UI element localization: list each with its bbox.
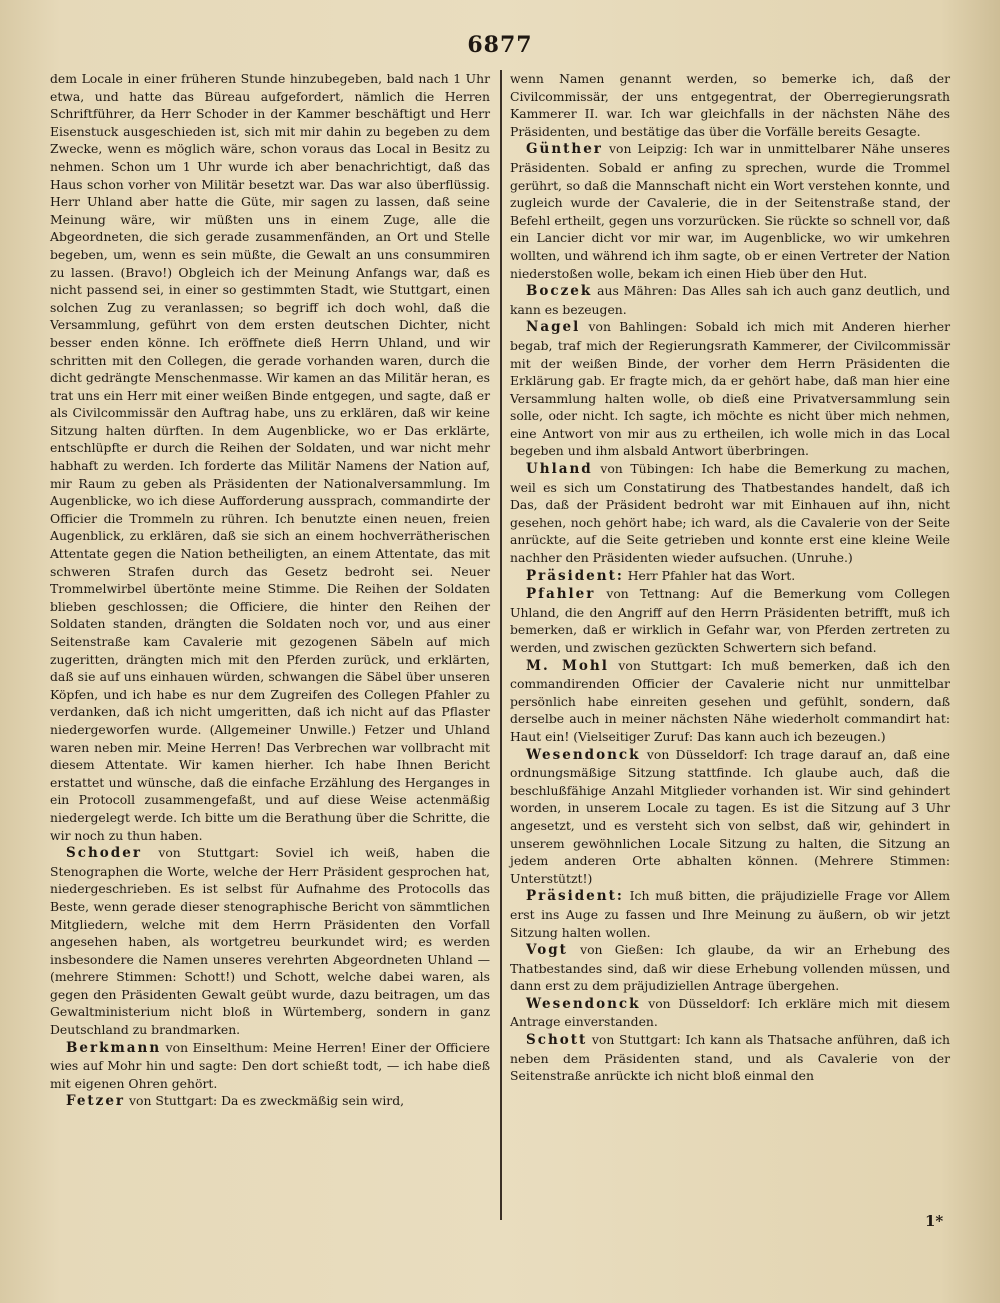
paragraph bbox=[510, 1031, 950, 1085]
paragraph bbox=[510, 746, 950, 888]
speaker-name: Nagel bbox=[526, 319, 581, 336]
paragraph-text: von Tübingen: Ich habe die Bemerkung zu machen, weil es sich um Constatirung des Thatbestandes handelt, daß ich Das, daß der Präsident bedroht war mit Einhauen auf ihn, nicht gesehen, noch gehört habe; ich ward, als die Cavalerie von der Seite anrückte, auf die Seite getrieben und konnte erst eine kleine Weile nachher den Präsidenten wieder aufsuchen. (Unruhe.) bbox=[510, 461, 950, 566]
paragraph bbox=[510, 995, 950, 1031]
paragraph-text: dem Locale in einer früheren Stunde hinzubegeben, bald nach 1 Uhr etwa, und hatte das Büreau aufgefordert, nämlich die Herren Schriftführer, da Herr Schoder in der Kammer beschäftigt und Herr Eisenstuck ausgeschieden ist, sich mit mir dahin zu begeben zu dem Zwecke, wenn es möglich wäre, schon voraus das Local in Besitz zu nehmen. Schon um 1 Uhr wurde ich aber benachrichtigt, daß das Haus schon vorher von Militär besetzt war. Das war also überflüssig. Herr Uhland aber hatte die Güte, mir sagen zu lassen, daß seine Meinung wäre, wir müßten uns in einem Zuge, alle die Abgeordneten, die sich gerade zusammenfänden, an Ort und Stelle begeben, um, wenn es sein müßte, die Gewalt an uns consummiren zu lassen. (Bravo!) Obgleich ich der Meinung Anfangs war, daß es nicht passend sei, in einer so gestimmten Stadt, wie Stuttgart, einen solchen Zug zu veranlassen; so begriff ich doch wohl, daß die Versammlung, geführt von dem ersten deutschen Dichter, nicht besser enden könne. Ich eröffnete dieß Herrn Uhland, und wir schritten mit den Collegen, die gerade vorhanden waren, durch die dicht gedrängte Menschenmasse. Wir kamen an das Militär heran, es trat uns ein Herr mit einer weißen Binde entgegen, und sagte, daß er als Civilcommissär den Auftrag habe, uns zu erklären, daß wir keine Sitzung halten dürften. In dem Augenblicke, wo er Das erklärte, entschlüpfte er durch die Reihen der Soldaten, und war nicht mehr habhaft zu werden. Ich forderte das Militär Namens der Nation auf, mir Raum zu geben als Präsidenten der Nationalversammlung. Im Augenblicke, wo ich diese Aufforderung aussprach, commandirte der Officier die Trommeln zu rühren. Ich benutzte einen neuen, freien Augenblick, zu erklären, daß sie sich an einem hochverrätherischen Attentate gegen die Nation betheiligten, an einem Attentate, das mit schweren Strafen durch das Gesetz bedroht sei. Neuer Trommelwirbel übertönte meine Stimme. Die Reihen der Soldaten blieben geschlossen; die Officiere, die hinter den Reihen der Soldaten standen, drängten die Soldaten noch vor, und aus einer Seitenstraße kam Cavalerie mit gezogenen Säbeln auf mich zugeritten, drängten mich mit den Pferden zurück, und erklärten, daß sie auf uns einhauen würden, schwangen die Säbel über unseren Köpfen, und ich habe es nur dem Zugreifen des Collegen Pfahler zu verdanken, daß ich nicht umgeritten, daß ich nicht auf das Pflaster niedergeworfen wurde. (Allgemeiner Unwille.) Fetzer und Uhland waren neben mir. Meine Herren! Das Verbrechen war vollbracht mit diesem Attentate. Wir kamen hierher. Ich habe Ihnen Bericht erstattet und wünsche, daß die einfache Erzählung des Herganges in ein Protocoll zusammengefaßt, und auf diese Weise actenmäßig niedergelegt werde. Ich bitte um die Berathung über die Schritte, die wir noch zu thun haben. bbox=[50, 71, 490, 843]
paragraph bbox=[510, 941, 950, 995]
paragraph bbox=[510, 70, 950, 140]
paragraph bbox=[50, 844, 490, 1039]
speaker-name: Schoder bbox=[66, 845, 142, 862]
paragraph-text: wenn Namen genannt werden, so bemerke ich, daß der Civilcommissär, der uns entgegentrat, der Oberregierungsrath Kammerer II. war. Ich war gleichfalls in der nächsten Nähe des Präsidenten, und bestätige das über die Vorfälle bereits Gesagte. bbox=[510, 71, 950, 139]
speaker-name: Uhland bbox=[526, 461, 593, 478]
paragraph-text: aus Mähren: Das Alles sah ich auch ganz deutlich, und kann es bezeugen. bbox=[510, 283, 950, 317]
paragraph-text: von Stuttgart: Soviel ich weiß, haben die Stenographen die Worte, welche der Herr Präsident gesprochen hat, niedergeschrieben. Es ist selbst für Aufnahme des Protocolls das Beste, wenn gerade dieser stenographische Bericht von sämmtlichen Mitgliedern, welche mit dem Herrn Präsidenten den Vorfall angesehen haben, als wortgetreu beurkundet wird; es werden insbesondere die Namen unseres verehrten Abgeordneten Uhland — (mehrere Stimmen: Schott!) und Schott, welche dabei waren, als gegen den Präsidenten Gewalt geübt wurde, dazu beitragen, um das Gewaltministerium nicht bloß in Würtemberg, sondern in ganz Deutschland zu brandmarken. bbox=[50, 845, 490, 1038]
paragraph-text: von Gießen: Ich glaube, da wir an Erhebung des Thatbestandes sind, daß wir diese Erhebung vollenden müssen, und dann erst zu dem präjudiziellen Antrage übergehen. bbox=[510, 942, 950, 994]
speaker-name: Wesendonck bbox=[526, 746, 641, 763]
speaker-name: Schott bbox=[526, 1032, 588, 1049]
paragraph-text: Herr Pfahler hat das Wort. bbox=[623, 567, 796, 583]
paragraph bbox=[510, 282, 950, 318]
speaker-name: Wesendonck bbox=[526, 995, 641, 1012]
paragraph bbox=[510, 140, 950, 282]
paragraph-text: von Stuttgart: Da es zweckmäßig sein wird, bbox=[125, 1093, 405, 1109]
paragraph bbox=[510, 657, 950, 746]
speaker-name: Berkmann bbox=[66, 1039, 162, 1056]
speaker-name: Fetzer bbox=[66, 1093, 126, 1110]
left-column bbox=[50, 70, 490, 1111]
speaker-name: Präsident: bbox=[526, 888, 624, 905]
paragraph-text: von Tettnang: Auf die Bemerkung vom Collegen Uhland, die den Angriff auf den Herrn Präsidenten betrifft, muß ich bemerken, daß er wirklich in Gefahr war, von Pferden zertreten zu werden, und zwischen gezückten Schwertern sich befand. bbox=[510, 586, 950, 655]
paragraph bbox=[510, 567, 950, 586]
paragraph-text: von Düsseldorf: Ich trage darauf an, daß eine ordnungsmäßige Sitzung stattfinde. Ich glaube auch, daß die beschlußfähige Anzahl Mitglieder vorhanden ist. Wir sind gehindert worden, in unserem Locale zu tagen. Es ist die Sitzung auf 3 Uhr angesetzt, und es versteht sich von selbst, daß wir, gehindert in unserem gewöhnlichen Locale Sitzung zu halten, die Sitzung an jedem anderen Orte abhalten können. (Mehrere Stimmen: Unterstützt!) bbox=[510, 746, 950, 886]
paragraph-text: von Stuttgart: Ich kann als Thatsache anführen, daß ich neben dem Präsidenten stand, und als Cavalerie von der Seitenstraße anrückte ich nicht bloß einmal den bbox=[510, 1032, 950, 1084]
paragraph-text: von Stuttgart: Ich muß bemerken, daß ich den commandirenden Officier der Cavalerie nicht nur unmittelbar persönlich habe einreiten gesehen und gefühlt, sondern, daß derselbe auch in meiner nächsten Nähe wiederholt commandirt hat: Haut ein! (Vielseitiger Zuruf: Das kann auch ich bezeugen.) bbox=[510, 657, 950, 744]
paragraph bbox=[510, 887, 950, 941]
paragraph bbox=[50, 1039, 490, 1093]
paragraph bbox=[50, 70, 490, 844]
column-divider bbox=[500, 70, 502, 1220]
paragraph bbox=[510, 585, 950, 656]
right-column bbox=[510, 70, 950, 1085]
printer-signature-mark: 1* bbox=[925, 1212, 944, 1230]
paragraph-text: von Bahlingen: Sobald ich mich mit Anderen hierher begab, traf mich der Regierungsrath Kammerer, der Civilcommissär mit der weißen Binde, der vorher dem Herrn Präsidenten die Erklärung gab. Er fragte mich, da er gehört habe, daß man hier eine Versammlung halten wolle, ob dieß eine Privatversammlung sein solle, oder nicht. Ich sagte, ich möchte es nicht über mich nehmen, eine Antwort von mir aus zu ertheilen, ich wolle mich in das Local begeben und ihm alsbald Antwort überbringen. bbox=[510, 319, 950, 459]
speaker-name: Präsident: bbox=[526, 567, 624, 584]
paragraph-text: von Düsseldorf: Ich erkläre mich mit diesem Antrage einverstanden. bbox=[510, 995, 950, 1030]
speaker-name: Pfahler bbox=[526, 586, 596, 603]
paragraph bbox=[510, 318, 950, 460]
paragraph-text: von Leipzig: Ich war in unmittelbarer Nähe unseres Präsidenten. Sobald er anfing zu sprechen, wurde die Trommel gerührt, so daß die Mannschaft nicht ein Wort verstehen konnte, und zugleich wurde der Cavalerie, die in der Seitenstraße stand, der Befehl ertheilt, gegen uns vorzurücken. Sie rückte so schnell vor, daß ein Lancier dicht vor mir war, im Augenblicke, wo wir umkehren wollten, und während ich ihm sagte, ob er einen Vertreter der Nation niederstoßen wolle, bekam ich einen Hieb über den Hut. bbox=[510, 141, 950, 281]
speaker-name: Boczek bbox=[526, 283, 593, 300]
speaker-name: M. Mohl bbox=[526, 657, 609, 674]
paragraph-text: von Einselthum: Meine Herren! Einer der Officiere wies auf Mohr hin und sagte: Den dort schießt todt, — ich habe dieß mit eigenen Ohren gehört. bbox=[50, 1039, 490, 1091]
page-number: 6877 bbox=[467, 32, 533, 58]
paragraph bbox=[50, 1092, 490, 1111]
paragraph bbox=[510, 460, 950, 567]
speaker-name: Vogt bbox=[526, 942, 568, 959]
speaker-name: Günther bbox=[526, 141, 603, 158]
paragraph-text: Ich muß bitten, die präjudizielle Frage vor Allem erst ins Auge zu fassen und Ihre Meinung zu äußern, ob wir jetzt Sitzung halten wollen. bbox=[510, 888, 950, 940]
